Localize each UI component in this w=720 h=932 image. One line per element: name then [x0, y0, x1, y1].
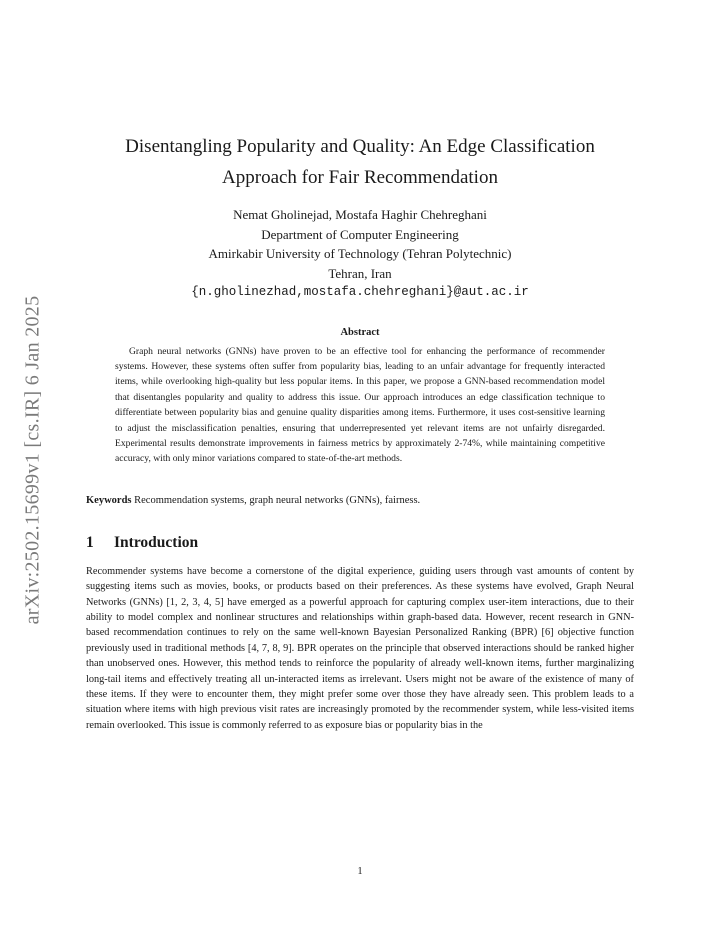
keywords-line: [86, 493, 634, 508]
author-location: Tehran, Iran: [328, 265, 392, 281]
keywords-text: Recommendation systems, graph neural networks (GNNs), fairness.: [131, 494, 421, 506]
introduction-text: Recommender systems have become a cornerstone of the digital experience, guiding users through vast amounts of content by suggesting items such as movies, books, or products based on their preferences. As these systems have evolved, Graph Neural Networks (GNNs) [1, 2, 3, 4, 5] have emerged as a powerful approach for capturing complex user-item interactions, due to their ability to model complex and nonlinear structures and relationships within graph-based data. However, recent research in GNN-based recommendation continues to rely on the same well-known Bayesian Personalized Ranking (BPR) [6] objective function previously used in traditional methods [4, 7, 8, 9]. BPR operates on the principle that observed interactions should be ranked higher than unobserved ones. However, this method tends to reinforce the popularity of already well-known items, further marginalizing long-tail items and effectively treating all un-interacted items as irrelevant. Users might not be aware of the existence of many of these items. If they were to encounter them, they might prefer some over those they have already seen. This problem leads to a situation where items with high previous visit rates are increasingly promoted by the recommender system, while less-visited items remain overlooked. This issue is commonly referred to as exposure bias or popularity bias in the: [86, 565, 634, 731]
paper-title: Disentangling Popularity and Quality: An Edge Classification Approach for Fair Recommendation: [125, 136, 595, 188]
section-number: 1: [86, 533, 94, 551]
section-title: Introduction: [114, 533, 199, 551]
author-department: Department of Computer Engineering: [261, 226, 459, 242]
author-names: Nemat Gholinejad, Mostafa Haghir Chehreghani: [233, 207, 487, 222]
keywords-label: Keywords: [86, 494, 132, 506]
author-email: {n.gholinezhad,mostafa.chehreghani}@aut.ac.ir: [191, 285, 529, 299]
arxiv-identifier: arXiv:2502.15699v1 [cs.IR] 6 Jan 2025: [21, 295, 44, 625]
abstract-text: Graph neural networks (GNNs) have proven to be an effective tool for enhancing the performance of recommender systems. However, these systems often suffer from popularity bias, leading to an unfair advantage for frequently interacted items, while overlooking high-quality but less popular items. In this paper, we propose a GNN-based recommendation model that disentangles popularity and quality to address this issue. Our approach introduces an edge classification technique to differentiate between popularity bias and genuine quality disparities among items. Furthermore, it uses cost-sensitive learning to adjust the misclassification penalties, ensuring that underrepresented yet relevant items are not unfairly disregarded. Experimental results demonstrate improvements in fairness metrics by approximately 2-74%, while maintaining competitive accuracy, with only minor variations compared to state-of-the-art methods.: [115, 345, 605, 465]
arxiv-sidebar: [8, 0, 58, 932]
abstract-heading: Abstract: [340, 326, 380, 338]
author-block: [86, 205, 634, 303]
author-university: Amirkabir University of Technology (Tehran Polytechnic): [208, 246, 512, 261]
section-heading: [86, 534, 634, 552]
page-number: 1: [357, 866, 363, 877]
paper-page: [86, 0, 634, 744]
